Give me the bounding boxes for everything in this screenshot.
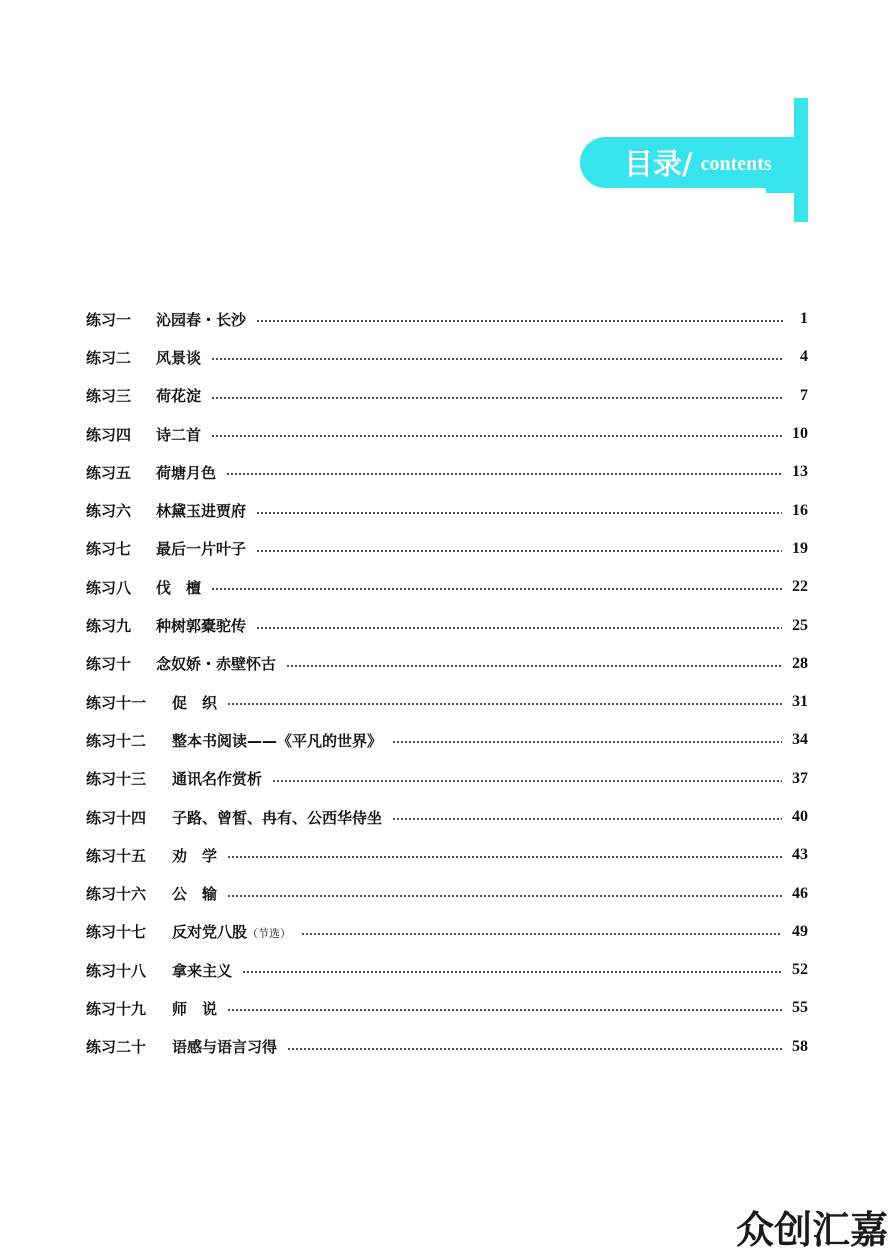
toc-entry-page: 25 [792,616,808,634]
toc-entry-number: 练习七 [86,540,132,559]
toc-entry-page: 19 [792,539,808,557]
toc-entry-page: 28 [792,654,808,672]
toc-entry-number: 练习十 [86,655,132,674]
toc-entry-number: 练习十二 [86,731,147,750]
toc-entry-number: 练习十六 [86,885,147,904]
toc-entry[interactable] [86,683,808,721]
toc-entry-title: 促 织 [172,693,218,712]
toc-leader-dots [256,627,782,629]
toc-entry[interactable] [86,1028,808,1066]
toc-entry-number: 练习十五 [86,846,147,865]
toc-entry-page: 7 [800,386,808,404]
toc-entry-title: 通讯名作赏析 [172,770,263,789]
toc-entry-title: 诗二首 [156,425,202,444]
toc-entry[interactable] [86,377,808,415]
toc-entry[interactable] [86,415,808,453]
toc-entry-title: 公 输 [172,885,218,904]
watermark-logo: 众创汇嘉 [736,1208,889,1252]
toc-entry-title: 子路、曾皙、冉有、公西华侍坐 [172,808,383,827]
toc-entry-title: 荷塘月色 [156,463,217,482]
toc-entry-number: 练习十四 [86,808,147,827]
toc-entry-title: 风景谈 [156,348,202,367]
toc-entry-title: 师 说 [172,999,218,1018]
toc-entry-number: 练习五 [86,463,132,482]
toc-entry-title: 念奴娇・赤壁怀古 [156,655,277,674]
toc-entry[interactable] [86,951,808,989]
toc-leader-dots [392,818,782,820]
toc-entry-number: 练习三 [86,387,132,406]
toc-entry-number: 练习八 [86,578,132,597]
toc-entry-number: 练习四 [86,425,132,444]
toc-entry-page: 31 [792,693,808,711]
toc-entry-page: 52 [792,961,808,979]
toc-entry-number: 练习九 [86,617,132,636]
toc-entry-page: 43 [792,846,808,864]
toc-entry-title [172,921,291,942]
toc-entry[interactable] [86,645,808,683]
toc-entry-title: 种树郭橐驼传 [156,617,247,636]
toc-entry-title: 林黛玉进贾府 [156,502,247,521]
page-title-cn: 目录/ [624,147,693,181]
toc-leader-dots [227,703,782,705]
toc-leader-dots [256,320,784,322]
toc-entry-title: 荷花淀 [156,387,202,406]
toc-entry-page: 58 [792,1037,808,1055]
toc-entry-title: 沁园春・长沙 [156,310,247,329]
toc-entry[interactable] [86,606,808,644]
toc-entry[interactable] [86,338,808,376]
toc-entry[interactable] [86,530,808,568]
toc-entry[interactable] [86,836,808,874]
toc-entry[interactable] [86,491,808,529]
page-title [624,140,772,185]
toc-entry[interactable] [86,568,808,606]
toc-leader-dots [392,741,782,743]
toc-entry-number: 练习二十 [86,1038,147,1057]
toc-leader-dots [227,1009,782,1011]
toc-entry-page: 4 [800,348,808,366]
toc-entry-number: 练习十一 [86,693,147,712]
toc-entry-page: 49 [792,922,808,940]
toc-leader-dots [301,933,782,935]
toc-entry-number: 练习一 [86,310,132,329]
toc-entry-page: 13 [792,463,808,481]
toc-entry-page: 55 [792,999,808,1017]
toc-entry-title: 语感与语言习得 [172,1038,278,1057]
toc-leader-dots [211,397,784,399]
toc-entry-number: 练习十八 [86,961,147,980]
toc-leader-dots [211,358,784,360]
toc-leader-dots [286,665,782,667]
toc-entry-page: 40 [792,808,808,825]
toc-leader-dots [211,435,782,437]
toc-leader-dots [226,473,782,475]
toc-entry-page: 37 [792,769,808,787]
toc-entry-page: 1 [800,310,808,328]
header-accent-bar [794,98,808,222]
toc-entry-number: 练习十三 [86,770,147,789]
toc-leader-dots [287,1048,782,1050]
toc-entry[interactable] [86,874,808,912]
toc-entry-number: 练习二 [86,348,132,367]
toc-leader-dots [242,971,782,973]
toc-entry-title: 拿来主义 [172,961,233,980]
toc-entry-page: 16 [792,501,808,519]
toc-leader-dots [227,895,782,897]
toc-entry-number: 练习十九 [86,999,147,1018]
toc-entry-number: 练习十七 [86,923,147,942]
toc-entry[interactable] [86,760,808,798]
toc-leader-dots [211,588,782,590]
toc-entry-title: 伐 檀 [156,578,202,597]
toc-entry-title-note: （节选） [247,927,292,941]
toc-leader-dots [272,780,782,782]
toc-leader-dots [256,550,782,552]
toc-entry[interactable] [86,913,808,951]
toc-entry-page: 10 [792,425,808,443]
toc-entry-title: 劝 学 [172,846,218,865]
toc-entry[interactable] [86,453,808,491]
toc-entry[interactable] [86,798,808,836]
toc-entry[interactable] [86,300,808,338]
toc-leader-dots [256,512,782,514]
toc-entry-title-text: 反对党八股 [172,923,248,942]
table-of-contents [86,300,808,1066]
toc-entry[interactable] [86,721,808,759]
toc-entry-title: 最后一片叶子 [156,540,247,559]
header-banner-notch [766,188,794,193]
toc-entry-title: 整本书阅读——《平凡的世界》 [172,731,383,750]
toc-entry-page: 46 [792,884,808,902]
toc-entry[interactable] [86,989,808,1027]
toc-entry-number: 练习六 [86,502,132,521]
toc-entry-page: 22 [792,578,808,596]
page-title-en: contents [700,153,772,175]
toc-entry-page: 34 [792,731,808,749]
toc-leader-dots [227,856,782,858]
